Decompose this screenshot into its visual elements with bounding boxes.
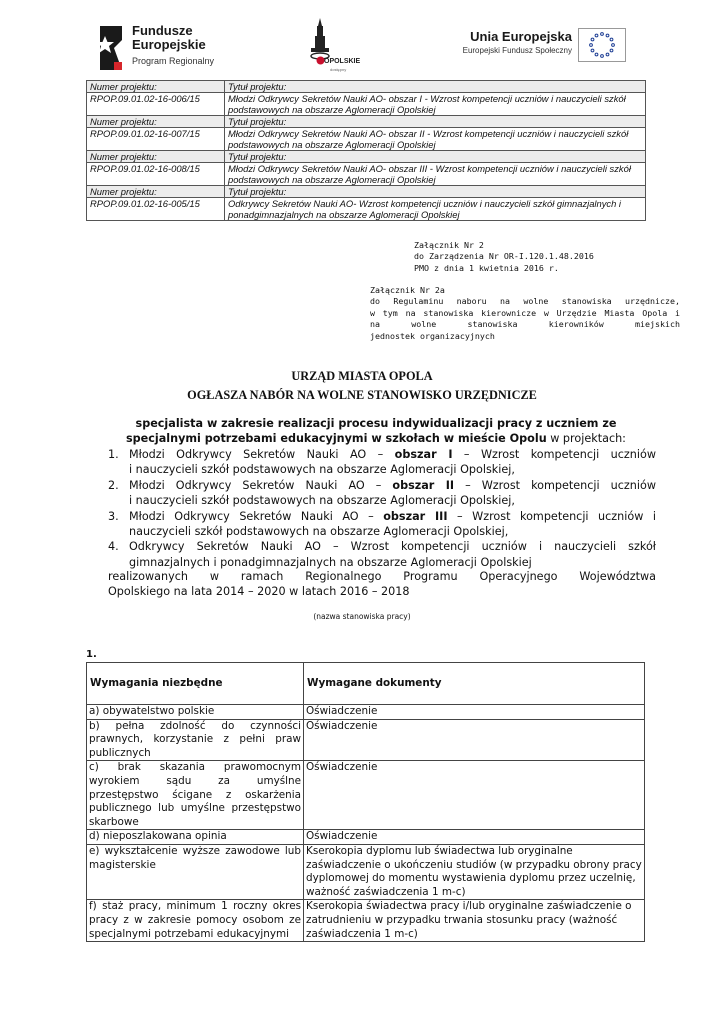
requirement-cell: d) nieposzlakowana opinia [87,830,304,845]
table-row [87,830,645,845]
project-title: Odkrywcy Sekretów Nauki AO- Wzrost kompetencji uczniów i nauczycieli szkół gimnazjalnych i ponadgimnazjalnych na obszarze Aglomeracji Opolskiej [225,198,646,221]
requirement-cell: f) staż pracy, minimum 1 roczny okres pracy z w zakresie pomocy osobom ze specjalnymi potrzebami edukacyjnymi [87,900,304,942]
list-item [108,447,656,478]
list-item [108,509,656,540]
position-line2-bold: specjalnymi potrzebami edukacyjnymi w szkołach w mieście Opolu [126,432,547,445]
list-item-area: obszar II [392,478,455,492]
project-label-row [87,186,646,198]
fe-line3: Program Regionalny [132,56,215,66]
project-label-row [87,81,646,93]
position-name-caption: (nazwa stanowiska pracy) [313,612,411,621]
project-number: RPOP.09.01.02-16-007/15 [87,128,225,151]
list-item-pre: Młodzi Odkrywcy Sekretów Nauki AO – [129,448,395,461]
ue-line2: Europejski Fundusz Społeczny [462,46,572,55]
requirements-table [86,662,645,942]
attachment-2-line1: Załącznik Nr 2a [370,285,445,295]
list-item-number: 4. [108,540,119,554]
project-title: Młodzi Odkrywcy Sekretów Nauki AO- obszar III - Wzrost kompetencji uczniów i nauczycieli szkół podstawowych na obszarze Aglomeracji Opolskiej [225,163,646,186]
list-item-post: – Wzrost kompetencji uczniów [452,448,656,461]
project-title: Młodzi Odkrywcy Sekretów Nauki AO- obszar II - Wzrost kompetencji uczniów i nauczycieli szkół podstawowych na obszarze Aglomeracji Opolskiej [225,128,646,151]
project-label-row [87,116,646,128]
project-number: RPOP.09.01.02-16-005/15 [87,198,225,221]
project-number: RPOP.09.01.02-16-008/15 [87,163,225,186]
list-item-number: 3. [108,509,119,523]
table-row [87,705,645,720]
attachment-1-line3: PMO z dnia 1 kwietnia 2016 r. [414,262,559,273]
attachment-1-line1: Załącznik Nr 2 [414,240,484,250]
ue-line1: Unia Europejska [470,29,572,44]
table-row [87,900,645,942]
requirement-cell: b) pełna zdolność do czynności prawnych, korzystanie z pełni praw publicznych [87,719,304,761]
attachment-note-1 [414,240,654,274]
list-item-pre: Młodzi Odkrywcy Sekretów Nauki AO – [129,509,384,523]
fe-line2: Europejskie [132,37,206,52]
section-number: 1. [86,649,97,660]
document-cell: Kserokopia świadectwa pracy i/lub oryginalne zaświadczenie o zatrudnieniu w przypadku trwania stosunku pracy (ważność zaświadczenia 1 m-c) [304,900,645,942]
project-number-label: Numer projektu: [87,186,225,198]
project-number: RPOP.09.01.02-16-006/15 [87,93,225,116]
attachment-2-line4: na wolne stanowiska kierowników miejskich [370,319,680,330]
position-line2-rest: w projektach: [546,432,626,445]
attachment-1-line2: do Zarządzenia Nr OR-I.120.1.48.2016 [414,251,594,262]
list-item-line2: gimnazjalnych i ponadgimnazjalnych na obszarze Aglomeracji Opolskiej [129,555,532,569]
list-item-pre: Odkrywcy Sekretów Nauki AO – Wzrost kompetencji uczniów i nauczycieli szkół [129,540,656,554]
attachment-note-2 [370,285,680,342]
project-row [87,163,646,186]
document-cell: Oświadczenie [304,705,645,720]
project-row [87,93,646,116]
attachment-2-line2: do Regulaminu naboru na wolne stanowiska urzędnicze, [370,296,680,307]
project-number-label: Numer projektu: [87,151,225,163]
project-label-row [87,151,646,163]
table-row [87,719,645,761]
fe-line1: Fundusze [132,23,193,38]
document-cell: Oświadczenie [304,761,645,830]
list-item-line2: nauczycieli szkół podstawowych na obszarze Aglomeracji Opolskiej, [129,525,509,539]
office-heading: URZĄD MIASTA OPOLA [291,369,433,383]
announcement-heading: OGŁASZA NABÓR NA WOLNE STANOWISKO URZĘDNICZE [187,388,537,402]
program-note-line2: Opolskiego na lata 2014 – 2020 w latach 2016 – 2018 [108,585,410,599]
logo-header [0,14,724,76]
list-item-pre: Młodzi Odkrywcy Sekretów Nauki AO – [129,478,393,492]
opolskie-sub: dostępny [330,67,347,72]
project-number-label: Numer projektu: [87,81,225,93]
opolskie-name: OPOLSKIE [324,58,361,65]
document-cell: Oświadczenie [304,719,645,761]
project-title-label: Tytuł projektu: [225,186,646,198]
eu-flag-icon [578,28,626,62]
program-note [108,569,656,600]
attachment-2-line5: jednostek organizacyjnych [370,330,495,341]
table-row [87,844,645,899]
list-item-number: 2. [108,478,119,492]
project-table [86,80,646,221]
list-item-line2: i nauczycieli szkół podstawowych na obszarze Aglomeracji Opolskiej, [129,463,515,477]
documents-header: Wymagane dokumenty [304,663,645,705]
list-item-post: – Wzrost kompetencji uczniów [454,478,656,492]
opolskie-tower-icon [308,18,332,60]
eu-stars-icon [579,29,625,61]
requirements-header: Wymagania niezbędne [87,663,304,705]
project-title-label: Tytuł projektu: [225,116,646,128]
document-cell: Oświadczenie [304,830,645,845]
project-number-label: Numer projektu: [87,116,225,128]
opolskie-logo [302,18,372,76]
project-title-label: Tytuł projektu: [225,151,646,163]
attachment-2-line3: w tym na stanowiska kierownicze w Urzędzie Miasta Opola i [370,307,680,318]
position-line1: specjalista w zakresie realizacji procesu indywidualizacji pracy z uczniem ze [135,417,617,430]
requirement-cell: a) obywatelstwo polskie [87,705,304,720]
project-title: Młodzi Odkrywcy Sekretów Nauki AO- obszar I - Wzrost kompetencji uczniów i nauczycieli szkół podstawowych na obszarze Aglomeracji Opolskiej [225,93,646,116]
fe-star-icon [96,22,126,74]
list-item-area: obszar III [383,509,448,523]
unia-europejska-logo [444,20,634,72]
list-item-number: 1. [108,448,119,461]
requirement-cell: e) wykształcenie wyższe zawodowe lub magisterskie [87,844,304,899]
list-item-post: – Wzrost kompetencji uczniów i [447,509,656,523]
fundusze-europejskie-logo [96,20,226,76]
list-item-area: obszar I [394,448,453,461]
project-row [87,198,646,221]
list-item-line2: i nauczycieli szkół podstawowych na obszarze Aglomeracji Opolskiej, [129,494,515,508]
position-title [96,416,656,446]
list-item [108,478,656,509]
requirement-cell: c) brak skazania prawomocnym wyrokiem sądu za umyślne przestępstwo ścigane z oskarżenia publicznego lub umyślne przestępstwo skarbowe [87,761,304,830]
document-cell: Kserokopia dyplomu lub świadectwa lub oryginalne zaświadczenie o ukończeniu studiów (w przypadku obrony pracy dyplomowej do momentu wystawienia dyplomu przez uczelnię, ważność zaświadczenia 1 m-c) [304,844,645,899]
list-item [108,539,656,570]
project-title-label: Tytuł projektu: [225,81,646,93]
project-list [108,447,656,570]
program-note-line1: realizowanych w ramach Regionalnego Programu Operacyjnego Województwa [108,570,656,583]
requirements-header-row [87,663,645,705]
project-row [87,128,646,151]
table-row [87,761,645,830]
